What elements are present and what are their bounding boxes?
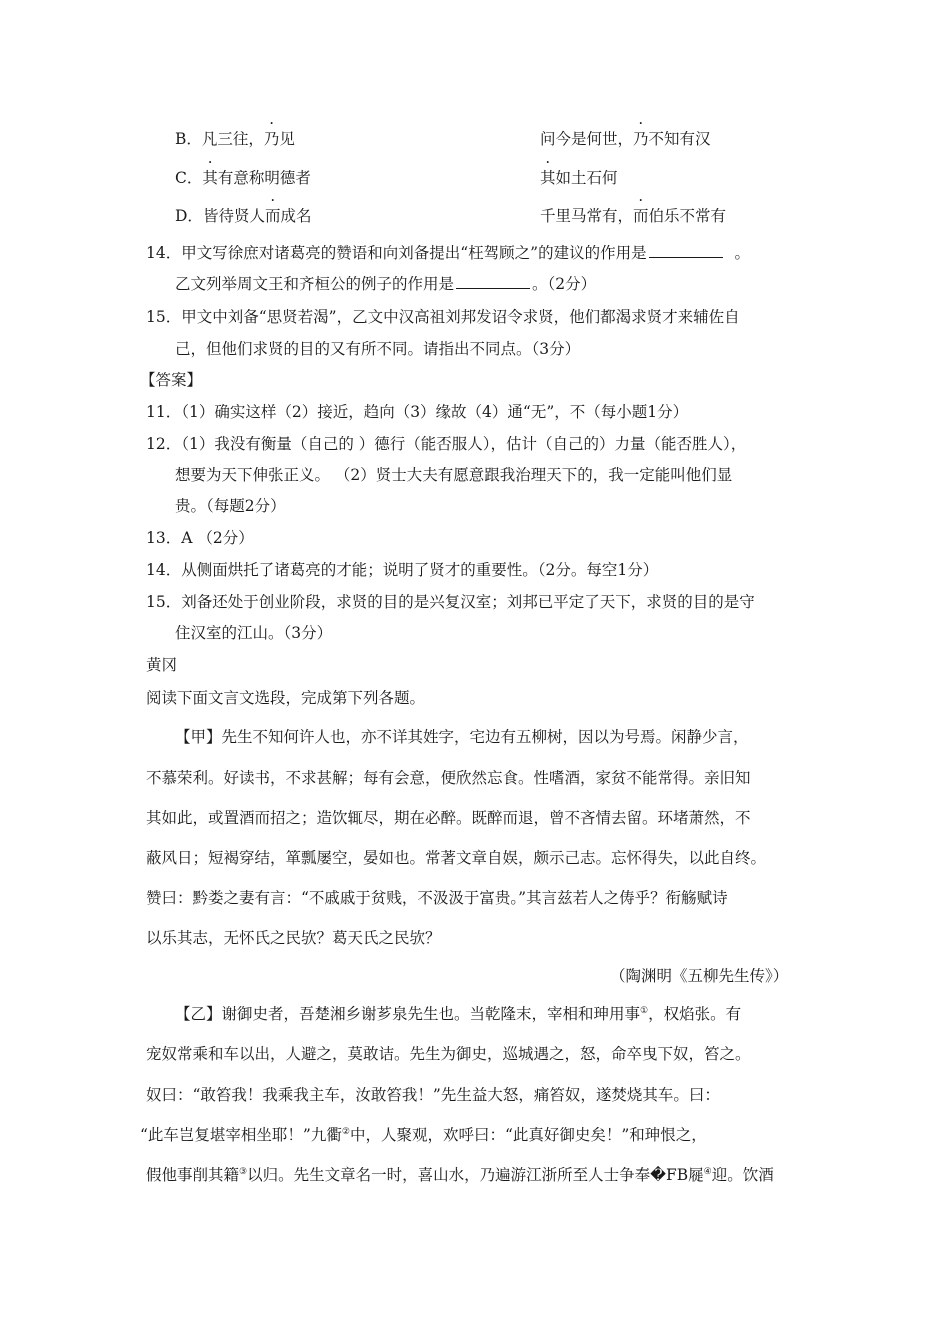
footnote-marker: ③: [239, 1166, 248, 1177]
region-label: 黄冈: [146, 656, 178, 674]
passage-a-line: 以乐其志，无怀氏之民欤？葛天氏之民欤？: [146, 929, 441, 947]
option-d-left: D．皆待贤人而成名: [175, 207, 312, 225]
option-c-left: C．其有意称明德者: [175, 169, 311, 187]
answer-15-line-2: 住汉室的江山。（3分）: [175, 624, 333, 642]
answer-14: 14．从侧面烘托了诸葛亮的才能；说明了贤才的重要性。（2分。每空1分）: [146, 561, 659, 579]
option-b-left: B．凡三往，乃见: [175, 130, 295, 148]
footnote-marker: ④: [703, 1166, 712, 1177]
emphasis-dot: 其: [202, 169, 218, 187]
instruction: 阅读下面文言文选段，完成第下列各题。: [146, 689, 426, 707]
answers-heading: 【答案】: [140, 371, 203, 389]
emphasis-dot: 而: [633, 207, 649, 225]
question-15-line-1: 15．甲文中刘备“思贤若渴”，乙文中汉高祖刘邦发诏令求贤，他们都渴求贤才来辅佐自: [146, 308, 740, 326]
emphasis-dot: 乃: [263, 130, 280, 148]
passage-a-line: 赞曰：黔娄之妻有言：“不戚戚于贫贱，不汲汲于富贵。”其言兹若人之俦乎？衔觞赋诗: [146, 889, 728, 907]
answer-blank: [456, 274, 530, 289]
passage-a-source: （陶渊明《五柳先生传》）: [610, 967, 789, 985]
passage-a-line: 【甲】先生不知何许人也，亦不详其姓字，宅边有五柳树，因以为号焉。闲静少言，: [175, 728, 749, 746]
passage-b-line: 奴曰：“敢笞我！我乘我主车，汝敢笞我！”先生益大怒，痛笞奴，遂焚烧其车。曰：: [146, 1086, 720, 1104]
answer-12-line-1: 12．（1）我没有衡量（自己的 ）德行（能否服人），估计（自己的）力量（能否胜人），: [146, 435, 747, 453]
answer-blank: [649, 243, 723, 258]
question-14-line-1: 14．甲文写徐庶对诸葛亮的赞语和向刘备提出“枉驾顾之”的建议的作用是 。: [146, 244, 750, 262]
emphasis-dot: 其: [540, 169, 556, 187]
passage-b-line: “此车岂复堪宰相坐耶！”九衢②中，人聚观，欢呼曰：“此真好御史矣！”和珅恨之，: [140, 1126, 707, 1144]
option-b-right: 问今是何世，乃不知有汉: [540, 130, 711, 148]
answer-13: 13．A （2分）: [146, 529, 254, 547]
question-14-line-2: 乙文列举周文王和齐桓公的例子的作用是 。（2分）: [175, 275, 597, 293]
emphasis-dot: 而: [264, 207, 281, 225]
option-c-right: 其如土石何: [540, 169, 618, 187]
passage-b-line: 假他事削其籍③以归。先生文章名一时，喜山水，乃遍游江浙所至人士争奉�FB屣④迎。饮酒: [146, 1166, 774, 1184]
passage-b-line: 宠奴常乘和车以出，人避之，莫敢诘。先生为御史，巡城遇之，怒，命卒曳下奴，笞之。: [146, 1045, 751, 1063]
passage-a-line: 其如此，或置酒而招之；造饮辄尽，期在必醉。既醉而退，曾不吝情去留。环堵萧然，不: [146, 809, 751, 827]
passage-a-line: 蔽风日；短褐穿结，箪瓢屡空，晏如也。常著文章自娱，颇示己志。忘怀得失，以此自终。: [146, 849, 767, 867]
passage-a-line: 不慕荣利。好读书，不求甚解；每有会意，便欣然忘食。性嗜酒，家贫不能常得。亲旧知: [146, 769, 751, 787]
emphasis-dot: 乃: [633, 130, 649, 148]
question-15-line-2: 己，但他们求贤的目的又有所不同。请指出不同点。（3分）: [175, 340, 581, 358]
answer-12-line-3: 贵。（每题2分）: [175, 497, 286, 515]
option-d-right: 千里马常有，而伯乐不常有: [540, 207, 727, 225]
footnote-marker: ①: [640, 1005, 649, 1016]
passage-b-line: 【乙】谢御史者，吾楚湘乡谢芗泉先生也。当乾隆末，宰相和珅用事①，权焰张。有: [175, 1005, 742, 1023]
footnote-marker: ②: [341, 1126, 350, 1137]
answer-15-line-1: 15．刘备还处于创业阶段，求贤的目的是兴复汉室；刘邦已平定了天下，求贤的目的是守: [146, 593, 755, 611]
answer-11: 11．（1）确实这样（2）接近，趋向（3）缘故（4）通“无”，不（每小题1分）: [146, 403, 689, 421]
answer-12-line-2: 想要为天下伸张正义。 （2）贤士大夫有愿意跟我治理天下的，我一定能叫他们显: [175, 466, 733, 484]
